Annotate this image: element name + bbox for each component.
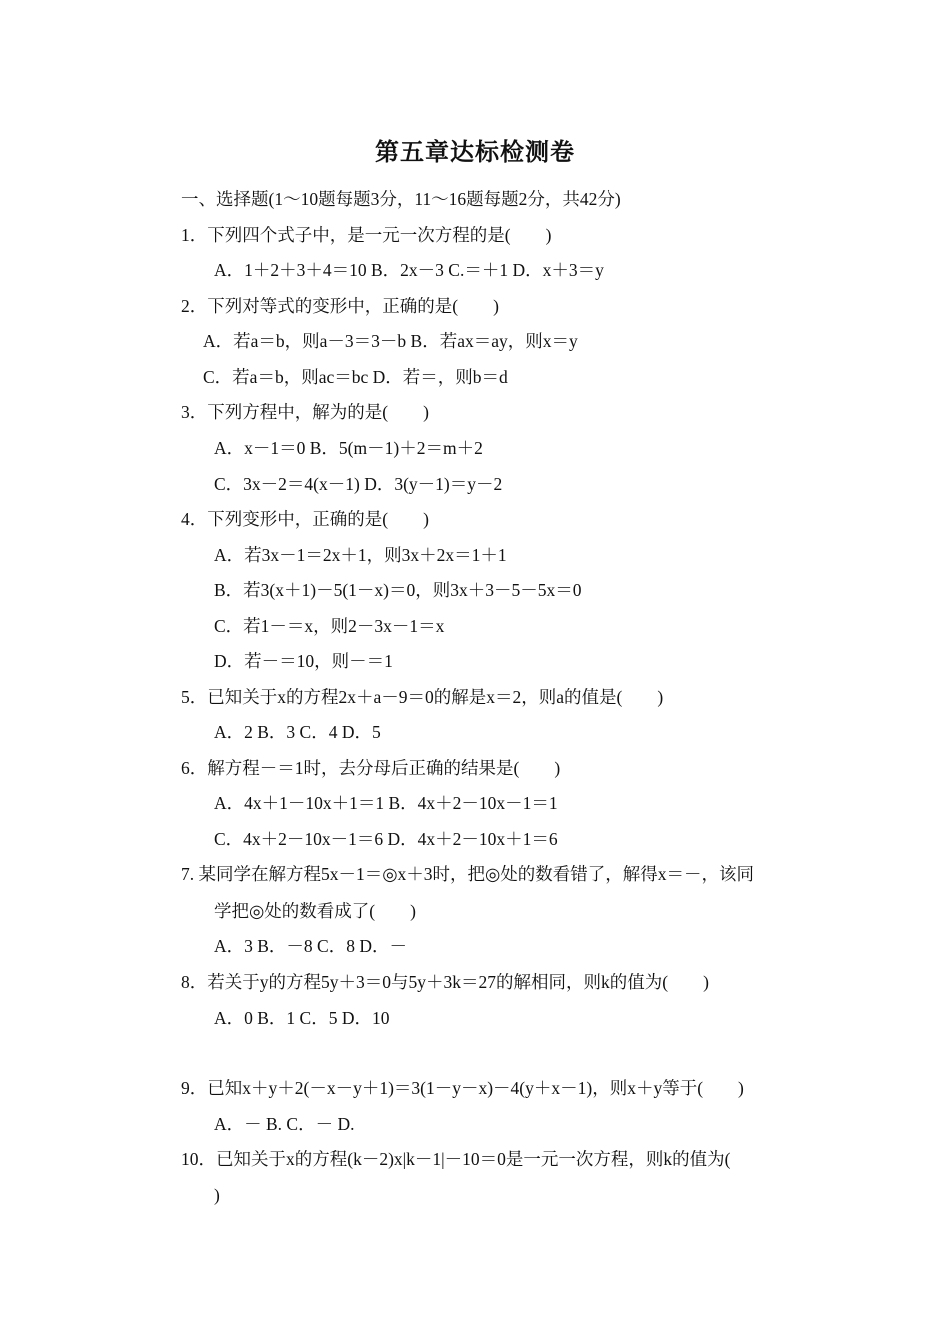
question-6: 6．解方程－＝1时，去分母后正确的结果是( ) [181,758,561,778]
question-5-options: A．2 B．3 C．4 D．5 [214,722,381,742]
question-9: 9．已知x＋y＋2(－x－y＋1)＝3(1－y－x)－4(y＋x－1)，则x＋y等于( ) [181,1078,744,1098]
section-heading: 一、选择题(1～10题每题3分，11～16题每题2分，共42分) [181,189,621,209]
question-2: 2．下列对等式的变形中，正确的是( ) [181,296,499,316]
question-7-continued: 学把◎处的数看成了( ) [214,901,416,921]
question-4-option-b: B．若3(x＋1)－5(1－x)＝0，则3x＋3－5－5x＝0 [214,580,582,600]
question-3: 3．下列方程中，解为的是( ) [181,402,429,422]
question-5: 5．已知关于x的方程2x＋a－9＝0的解是x＝2，则a的值是( ) [181,687,664,707]
question-7: 7. 某同学在解方程5x－1＝◎x＋3时，把◎处的数看错了，解得x＝－，该同 [181,864,755,884]
question-4: 4．下列变形中，正确的是( ) [181,509,429,529]
question-10: 10．已知关于x的方程(k－2)x|k－1|－10＝0是一元一次方程，则k的值为( [181,1149,731,1169]
question-3-options-ab: A．x－1＝0 B．5(m－1)＋2＝m＋2 [214,438,483,458]
page-title: 第五章达标检测卷 [375,138,575,166]
question-2-options-ab: A．若a＝b，则a－3＝3－b B．若ax＝ay，则x＝y [203,331,578,351]
question-3-options-cd: C．3x－2＝4(x－1) D．3(y－1)＝y－2 [214,474,503,494]
question-4-option-d: D．若－＝10，则－＝1 [214,651,393,671]
question-1-options: A．1＋2＋3＋4＝10 B．2x－3 C.＝＋1 D．x＋3＝y [214,260,604,280]
question-6-options-ab: A．4x＋1－10x＋1＝1 B．4x＋2－10x－1＝1 [214,793,558,813]
question-8-options: A．0 B．1 C．5 D．10 [214,1008,390,1028]
question-1: 1．下列四个式子中，是一元一次方程的是( ) [181,225,552,245]
question-8: 8．若关于y的方程5y＋3＝0与5y＋3k＝27的解相同，则k的值为( ) [181,972,709,992]
question-10-continued: ) [214,1185,220,1205]
question-7-options: A．3 B．－8 C．8 D．－ [214,936,407,956]
question-6-options-cd: C．4x＋2－10x－1＝6 D．4x＋2－10x＋1＝6 [214,829,558,849]
question-4-option-a: A．若3x－1＝2x＋1，则3x＋2x＝1＋1 [214,545,507,565]
question-2-options-cd: C．若a＝b，则ac＝bc D．若＝，则b＝d [203,367,508,387]
question-9-options: A．－ B. C．－ D. [214,1114,355,1134]
question-4-option-c: C．若1－＝x，则2－3x－1＝x [214,616,445,636]
